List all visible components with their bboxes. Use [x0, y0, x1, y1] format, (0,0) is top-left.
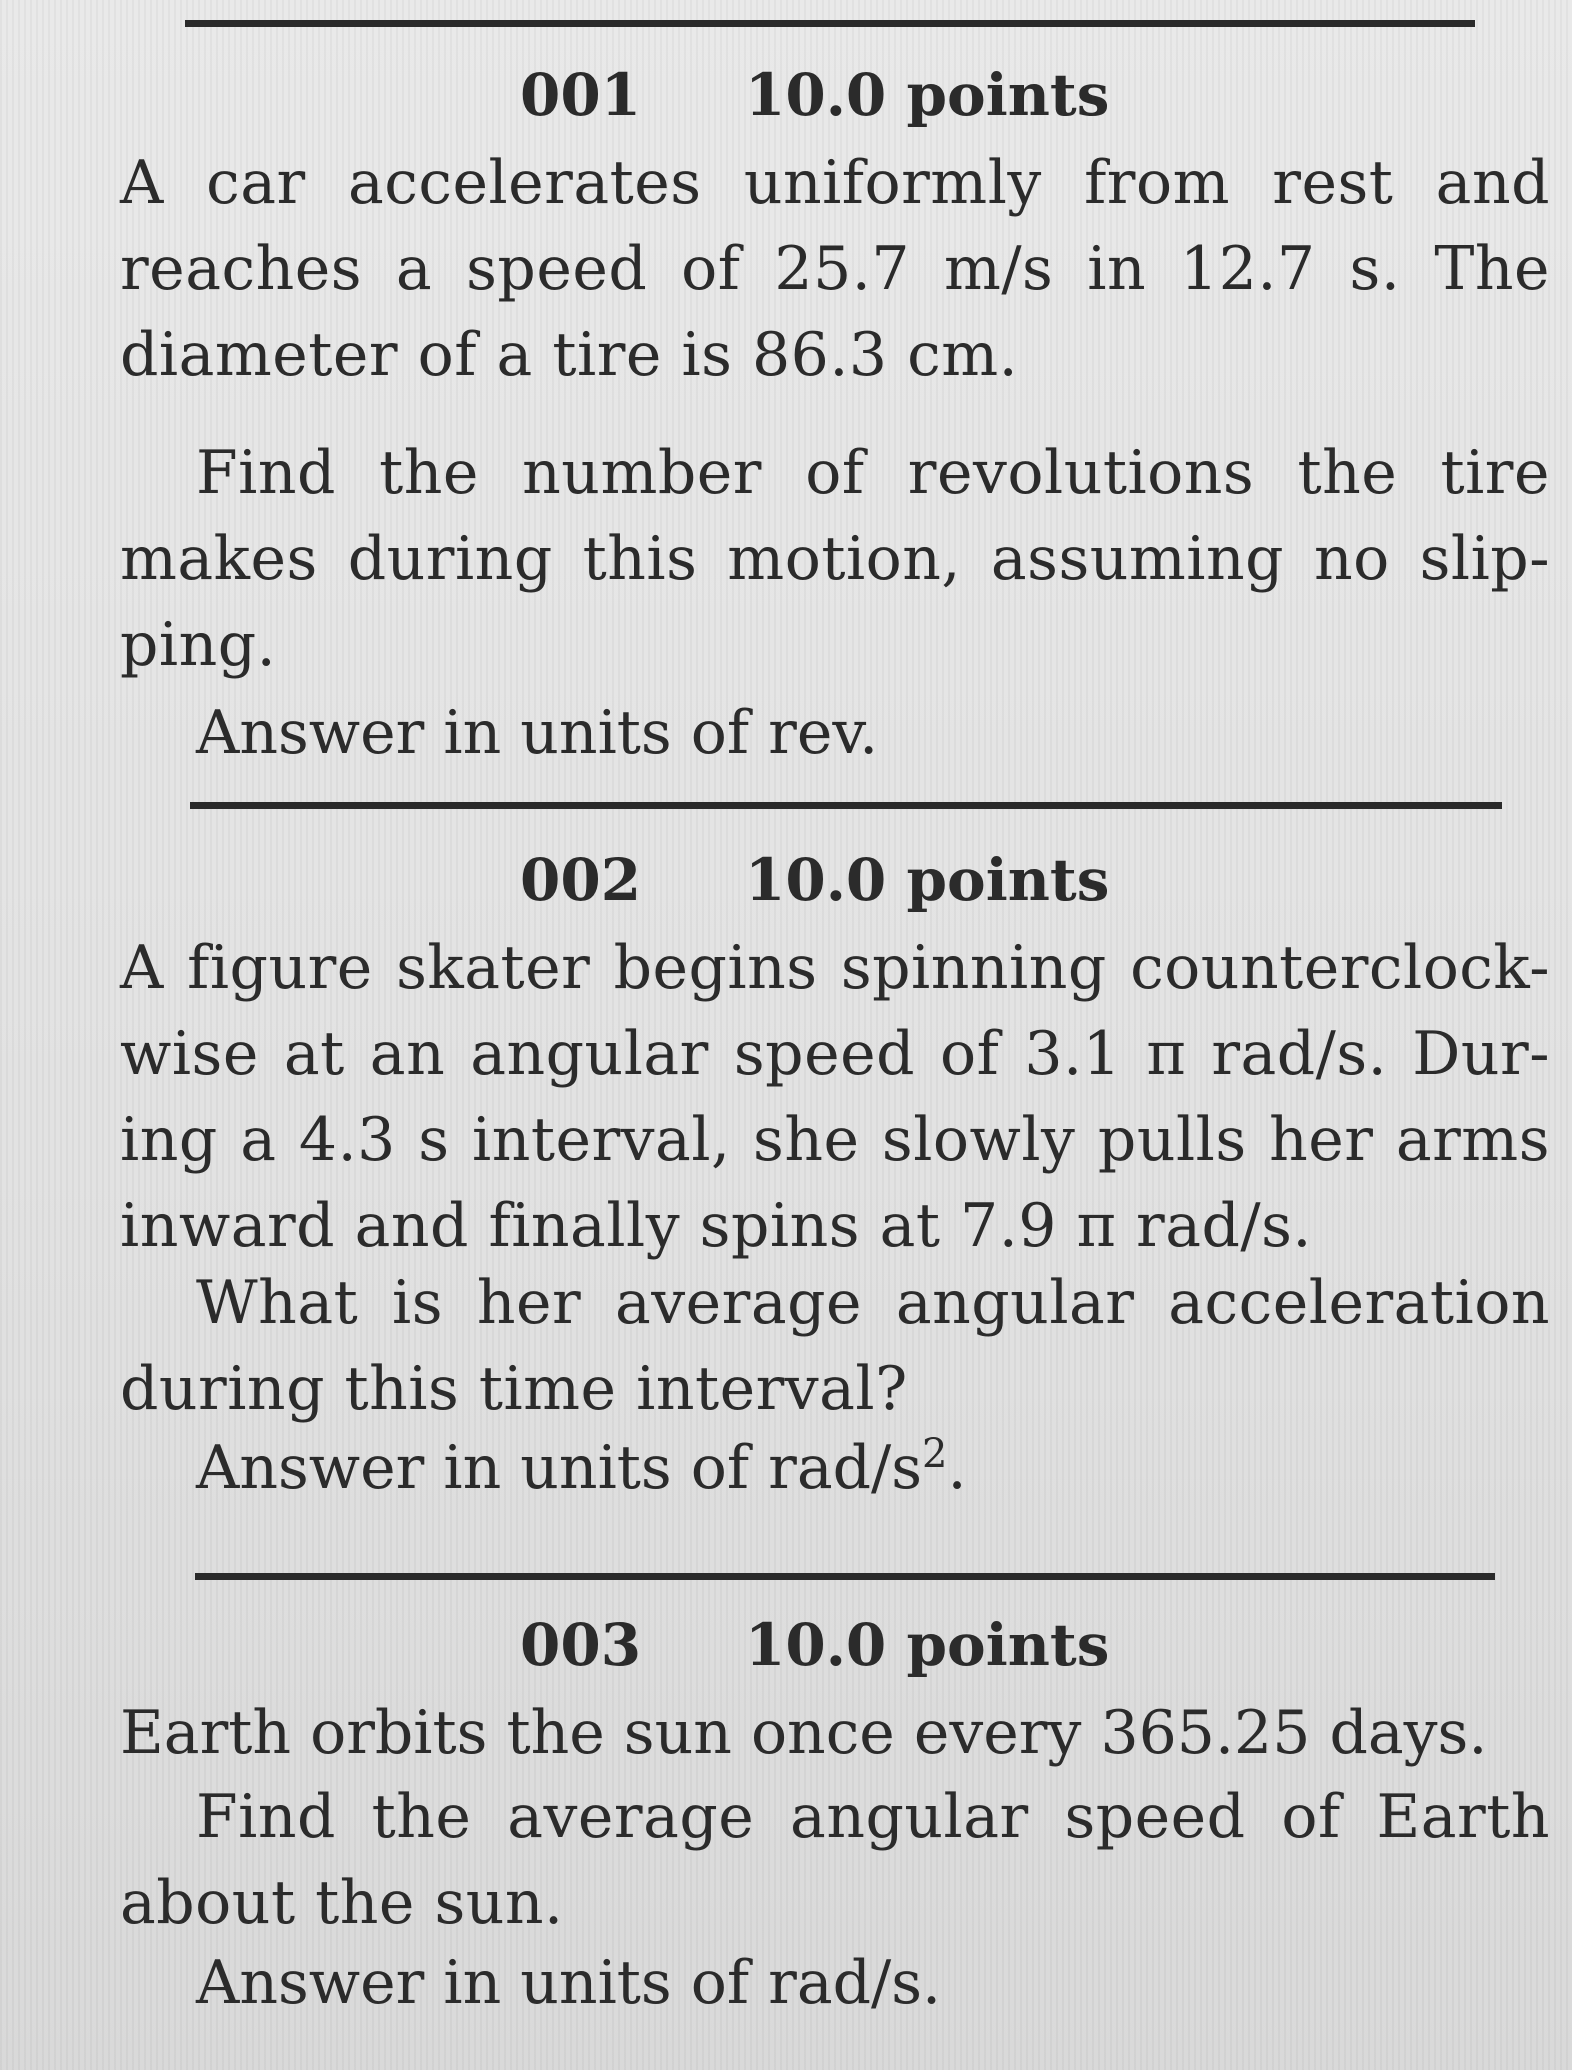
problem-number: 001 [520, 61, 642, 129]
answer-unit: rad/s [768, 1433, 923, 1503]
problem-number: 003 [520, 1611, 642, 1679]
problem-statement: A figure skater begins spinning counterclock-wise at an angular speed of 3.1 π rad/s. Dur-ing a 4.3 s interval, she slowly pulls her arms inward and finally spins at 7.9 π rad/s. [120, 933, 1550, 1261]
answer-prefix: Answer in units of [196, 1948, 750, 2018]
answer-exponent: 2 [922, 1431, 948, 1477]
problem-question: Find the number of revolutions the tire makes during this motion, assuming no slip-ping. [120, 438, 1550, 680]
problem-question: What is her average angular acceleration during this time interval? [120, 1268, 1550, 1424]
problem-number: 002 [520, 846, 642, 914]
problem-points: 10.0 points [745, 846, 1110, 914]
problem-statement: Earth orbits the sun once every 365.25 days. [120, 1698, 1488, 1768]
separator-rule [195, 1573, 1495, 1580]
answer-suffix: . [947, 1433, 967, 1503]
problem-points: 10.0 points [745, 1611, 1110, 1679]
answer-units [196, 690, 878, 776]
separator-rule [185, 20, 1475, 27]
answer-units [196, 1940, 941, 2026]
answer-unit: rad/s. [768, 1948, 942, 2018]
problem-statement: A car accelerates uniformly from rest and reaches a speed of 25.7 m/s in 12.7 s. The diameter of a tire is 86.3 cm. [120, 148, 1550, 390]
answer-prefix: Answer in units of [196, 1433, 750, 1503]
answer-prefix: Answer in units of [196, 698, 750, 768]
answer-units [196, 1425, 967, 1511]
problem-points: 10.0 points [745, 61, 1110, 129]
problem-question: Find the average angular speed of Earth about the sun. [120, 1782, 1550, 1938]
answer-unit: rev. [768, 698, 879, 768]
separator-rule [190, 802, 1502, 809]
